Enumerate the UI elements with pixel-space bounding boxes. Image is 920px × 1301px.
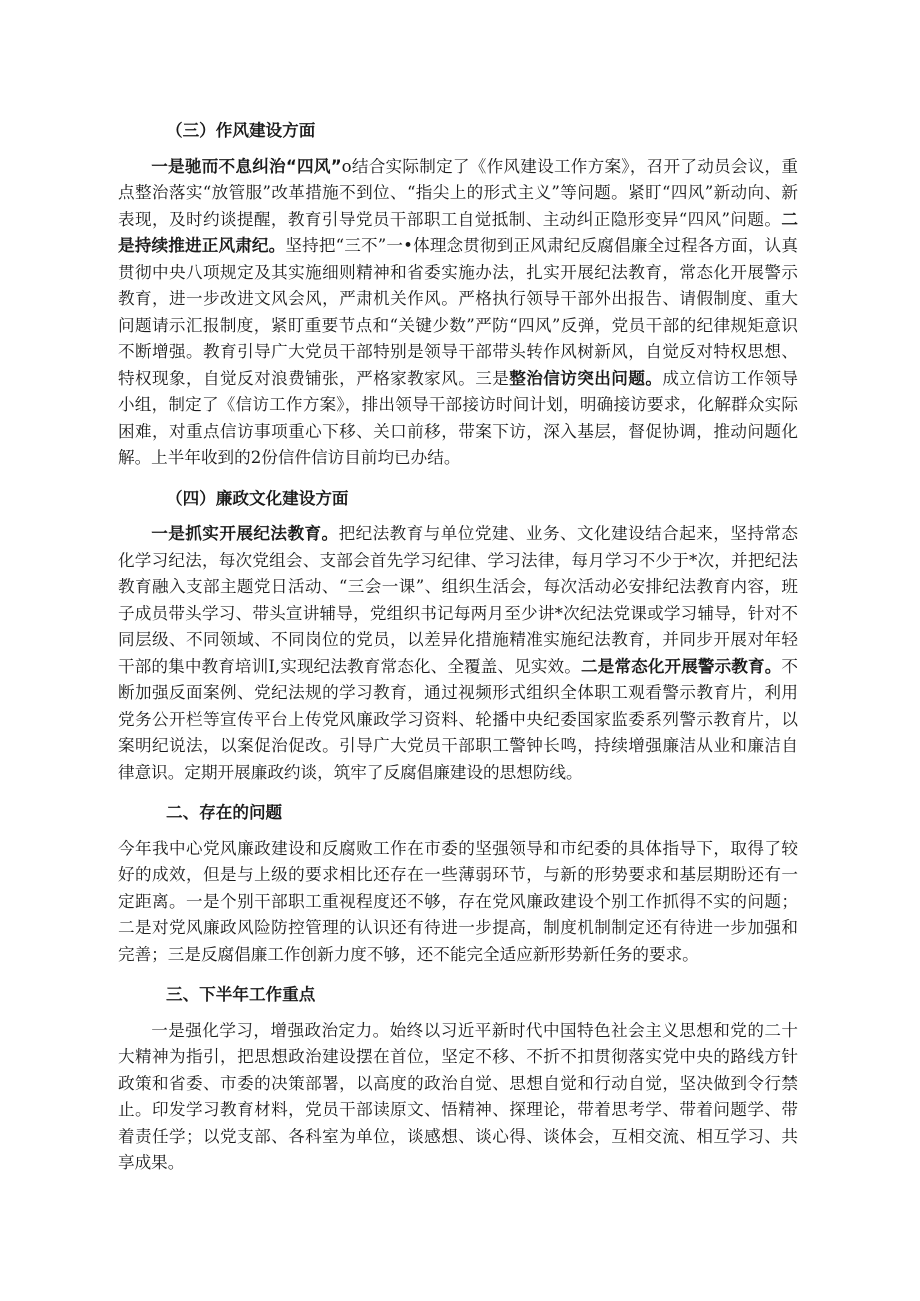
paragraph-focus: 一是强化学习，增强政治定力。始终以习近平新时代中国特色社会主义思想和党的二十大精神为指引，把思想政治建设摆在首位，坚定不移、不折不扣贯彻落实党中央的路线方针政策和省委、市委的决策部署，以高度的政治自觉、思想自觉和行动自觉，坚决做到令行禁止。印发学习教育材料，党员干部读原文、悟精神、探理论，带着思考学、带着问题学、带着责任学；以党支部、各科室为单位，谈感想、谈心得、谈体会，互相交流、相互学习、共享成果。 — [118, 1020, 798, 1172]
emphasis-1: 一是驰而不息纠治“四风” — [151, 156, 342, 176]
emphasis-3: 整治信访突出问题。 — [509, 368, 663, 388]
emphasis-4: 一是抓实开展纪法教育。 — [151, 524, 339, 543]
text-1: o结合实际制定了《作风建设工作方案》，召开了动员会议，重点整治落实“放管服”改革措施不到位、“指尖上的形式主义”等问题。紧盯“四风”新动向、新表现，及时约谈提醒，教育引导党员干部职工自觉抵制、主动纠正隐形变异“四风”问题。 — [118, 156, 798, 229]
paragraph-problems: 今年我中心党风廉政建设和反腐败工作在市委的坚强领导和市纪委的具体指导下，取得了较好的成效，但是与上级的要求相比还存在一些薄弱环节，与新的形势要求和基层期盼还有一定距离。一是个别干部职工重视程度还不够，存在党风廉政建设个别工作抓得不实的问题；二是对党风廉政风险防控管理的认识还有待进一步提高，制度机制制定还有待进一步加强和完善；三是反腐倡廉工作创新力度不够，还不能完全适应新形势新任务的要求。 — [118, 838, 798, 964]
emphasis-5: 二是常态化开展警示教育。 — [580, 656, 782, 676]
section-heading-problems: 二、存在的问题 — [166, 803, 283, 822]
emphasis-2: 二是持续推进正风肃纪。 — [118, 209, 798, 255]
text-4: 把纪法教育与单位党建、业务、文化建设结合起来，坚持常态化学习纪法，每次党组会、支部会首先学习纪律、学习法律，每月学习不少于*次，并把纪法教育融入支部主题党日活动、“三会一课”、组织生活会，每次活动必安排纪法教育内容，班子成员带头学习、带头宣讲辅导，党组织书记每两月至少讲*次纪法党课或学习辅导，针对不同层级、不同领域、不同岗位的党员，以差异化措施精准实施纪法教育，并同步开展对年轻干部的集中教育培训I,实现纪法教育常态化、全覆盖、见实效。 — [118, 524, 799, 676]
paragraph-integrity — [118, 521, 798, 786]
section-heading-style: （三）作风建设方面 — [166, 121, 316, 140]
document-body — [118, 118, 798, 1191]
text-5: 不断加强反面案例、党纪法规的学习教育，通过视频形式组织全体职工观看警示教育片，利用党务公开栏等宣传平台上传党风廉政学习资料、轮播中央纪委国家监委系列警示教育片，以案明纪说法，以案促治促改。引导广大党员干部职工警钟长鸣，持续增强廉洁从业和廉洁自律意识。定期开展廉政约谈，筑牢了反腐倡廉建设的思想防线。 — [118, 656, 799, 782]
text-3: 成立信访工作领导小组，制定了《信访工作方案》，排出领导干部接访时间计划，明确接访要求，化解群众实际困难，对重点信访事项重心下移、关口前移，带案下访，深入基层，督促协调，推动问题化解。上半年收到的2份信件信访目前均已办结。 — [118, 368, 799, 467]
section-heading-integrity: （四）廉政文化建设方面 — [166, 488, 349, 508]
section-heading-focus: 三、下半年工作重点 — [166, 985, 316, 1004]
paragraph-style — [118, 154, 798, 472]
text-2: 坚持把“三不”一•体理念贯彻到正风肃纪反腐倡廉全过程各方面，认真贯彻中央八项规定及其实施细则精神和省委实施办法，扎实开展纪法教育，常态化开展警示教育，进一步改进文风会风，严肃机关作风。严格执行领导干部外出报告、请假制度、重大问题请示汇报制度，紧盯重要节点和“关键少数”严防“四风”反弹，党员干部的纪律规矩意识不断增强。教育引导广大党员干部特别是领导干部带头转作风树新风，自觉反对特权思想、特权现象，自觉反对浪费铺张，严格家教家风。三是 — [118, 236, 798, 388]
